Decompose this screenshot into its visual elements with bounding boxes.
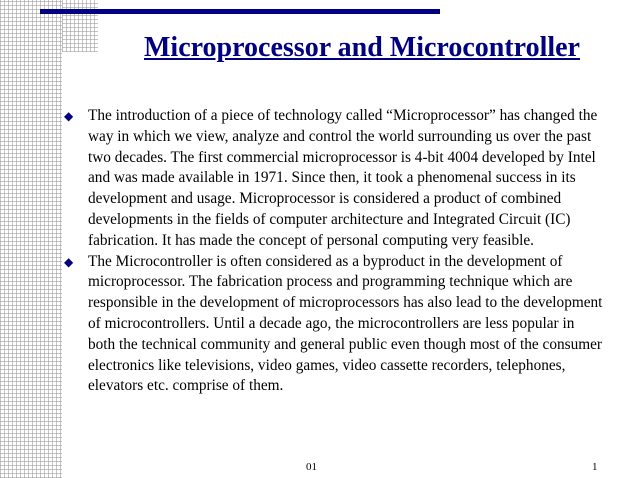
page-number: 1: [592, 461, 598, 473]
bullet-text: The Microcontroller is often considered as a byproduct in the development of microprocessor. The fabrication process and programming technique which are responsible in the development of microprocessors has also lead to the development of microcontrollers. Until a decade ago, the microcontrollers are less popular in both the technical community and general public even though most of the consumer electronics like televisions, video games, video cassette recorders, telephones, elevators etc. comprise of them.: [88, 252, 603, 395]
footer-label: 01: [306, 461, 317, 473]
slide-body: [64, 106, 604, 397]
diamond-bullet-icon: ◆: [64, 254, 74, 269]
bullet-item: [64, 252, 604, 398]
decorative-grid-left: [0, 0, 62, 478]
title-accent-bar: [40, 9, 440, 14]
bullet-item: [64, 106, 604, 252]
slide-title: Microprocessor and Microcontroller: [144, 32, 580, 63]
bullet-text: The introduction of a piece of technology called “Microprocessor” has changed the way in which we view, analyze and control the world surrounding us over the past two decades. The first commercial microprocessor is 4-bit 4004 developed by Intel and was made available in 1971. Since then, it took a phenomenal success in its development and usage. Microprocessor is considered a product of combined developments in the fields of computer architecture and Integrated Circuit (IC) fabrication. It has made the concept of personal computing very feasible.: [88, 107, 598, 249]
diamond-bullet-icon: ◆: [64, 109, 74, 123]
decorative-grid-top: [62, 0, 98, 52]
